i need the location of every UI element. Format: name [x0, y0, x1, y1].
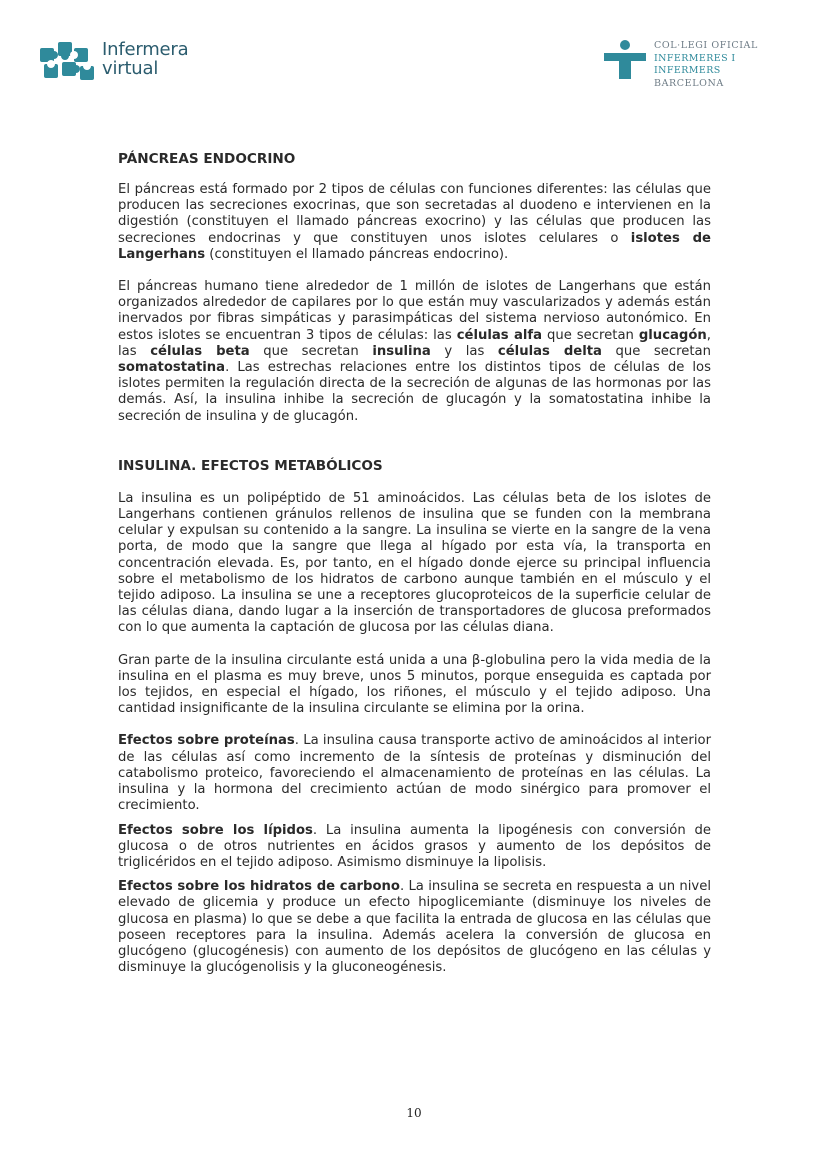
text-run: que secretan [601, 343, 711, 359]
text-run: . Las estrechas relaciones entre los distintos tipos de células de los islotes permiten la regulación directa de la secreción de algunas de las hormonas por las demás. Así, la insulina inhibe la secreción de glucagón y la somatostatina inhibe la secreción de insulina y de glucagón. [118, 360, 711, 424]
effect-title: Efectos sobre los lípidos [118, 822, 313, 838]
text-run: , las [118, 327, 711, 359]
bold-term: islotes de Langerhans [118, 230, 711, 262]
org-line-1: COL·LEGI OFICIAL [654, 40, 758, 51]
bold-term: glucagón [638, 327, 707, 343]
paragraph-islets [118, 279, 711, 425]
effect-text: . La insulina aumenta la lipogénesis con conversión de glucosa o de otros nutrientes en ácidos grasos y aumento de los depósitos de triglicéridos en el tejido adiposo. Asimismo disminuye la lipolisis. [118, 822, 711, 870]
bold-term: células alfa [456, 327, 543, 343]
org-line-2: INFERMERES I INFERMERS [654, 52, 736, 76]
text-run: El páncreas humano tiene alrededor de 1 millón de islotes de Langerhans que están organizados alrededor de capilares por lo que están muy vascularizados y además están inervados por fibras simpáticas y parasimpáticas del sistema nervioso autonómico. En estos islotes se encuentran 3 tipos de células: las [118, 279, 711, 343]
bold-term: células delta [497, 343, 602, 359]
effect-title: Efectos sobre proteínas [118, 733, 295, 749]
logo-line-1: Infermera [102, 39, 189, 60]
organization-name [654, 40, 804, 90]
text-run: que secretan [249, 343, 373, 359]
puzzle-pieces-icon [38, 40, 100, 84]
paragraph-effects-carbs [118, 879, 711, 976]
effect-text: . La insulina causa transporte activo de aminoácidos al interior de las células así como incremento de la síntesis de proteínas y disminución del catabolismo proteico, favoreciendo el almacenamiento de proteínas en las células. La insulina y la hormona del crecimiento actúan de modo sinérgico para promover el crecimiento. [118, 733, 711, 814]
colegi-logo [604, 40, 804, 89]
paragraph-effects-proteins [118, 733, 711, 814]
text-run: (constituyen el llamado páncreas endocrino). [205, 246, 509, 262]
cross-icon [604, 40, 646, 80]
bold-term: somatostatina [118, 360, 226, 376]
effect-text: . La insulina se secreta en respuesta a un nivel elevado de glicemia y produce un efecto hipoglicemiante (disminuye los niveles de glucosa en plasma) lo que se debe a que facilita la entrada de glucosa en las células que poseen receptores para la insulina. Además acelera la conversión de glucosa en glucógeno (glucogénesis) con aumento de los depósitos de glucógeno en las células y disminuye la glucógenolisis y la gluconeogénesis. [118, 879, 711, 976]
logo-line-2: virtual [102, 58, 159, 79]
document-body [118, 150, 711, 976]
org-line-3: BARCELONA [654, 77, 724, 89]
effect-title: Efectos sobre los hidratos de carbono [118, 879, 400, 895]
paragraph-pancreas-cells [118, 182, 711, 263]
logo-wordmark [102, 40, 188, 78]
paragraph-insulin-intro: La insulina es un polipéptido de 51 aminoácidos. Las células beta de los islotes de Langerhans contienen gránulos rellenos de insulina que se funden con la membrana celular y expulsan su contenido a la sangre. La insulina se vierte en la sangre de la vena porta, de modo que la sangre que llega al hígado por esta vía, la transporta en concentración elevada. Es, por tanto, en el hígado donde ejerce su principal influencia sobre el metabolismo de los hidratos de carbono aunque también en el músculo y el tejido adiposo. La insulina se une a receptores glucoproteicos de la superficie celular de las células diana, dando lugar a la inserción de transportadores de glucosa preformados con lo que aumenta la captación de glucosa por las células diana. [118, 490, 711, 636]
text-run: El páncreas está formado por 2 tipos de células con funciones diferentes: las células que producen las secreciones exocrinas, que son secretadas al duodeno e intervienen en la digestión (constituyen el llamado páncreas exocrino) y las células que producen las secreciones endocrinas y que constituyen unos islotes celulares o [118, 182, 711, 246]
paragraph-insulin-globulin: Gran parte de la insulina circulante está unida a una β-globulina pero la vida media de la insulina en el plasma es muy breve, unos 5 minutos, porque enseguida es captada por los tejidos, en especial el hígado, los riñones, el músculo y el tejido adiposo. Una cantidad insignificante de la insulina circulante se elimina por la orina. [118, 652, 711, 717]
page-number: 10 [406, 1106, 422, 1120]
text-run: que secretan [542, 327, 639, 343]
bold-term: insulina [372, 343, 431, 359]
infermera-virtual-logo [38, 38, 188, 84]
text-run: y las [430, 343, 498, 359]
paragraph-effects-lipids [118, 823, 711, 872]
section-title-pancreas: PÁNCREAS ENDOCRINO [118, 151, 296, 167]
section-title-insulina: INSULINA. EFECTOS METABÓLICOS [118, 457, 383, 474]
bold-term: células beta [150, 343, 250, 359]
